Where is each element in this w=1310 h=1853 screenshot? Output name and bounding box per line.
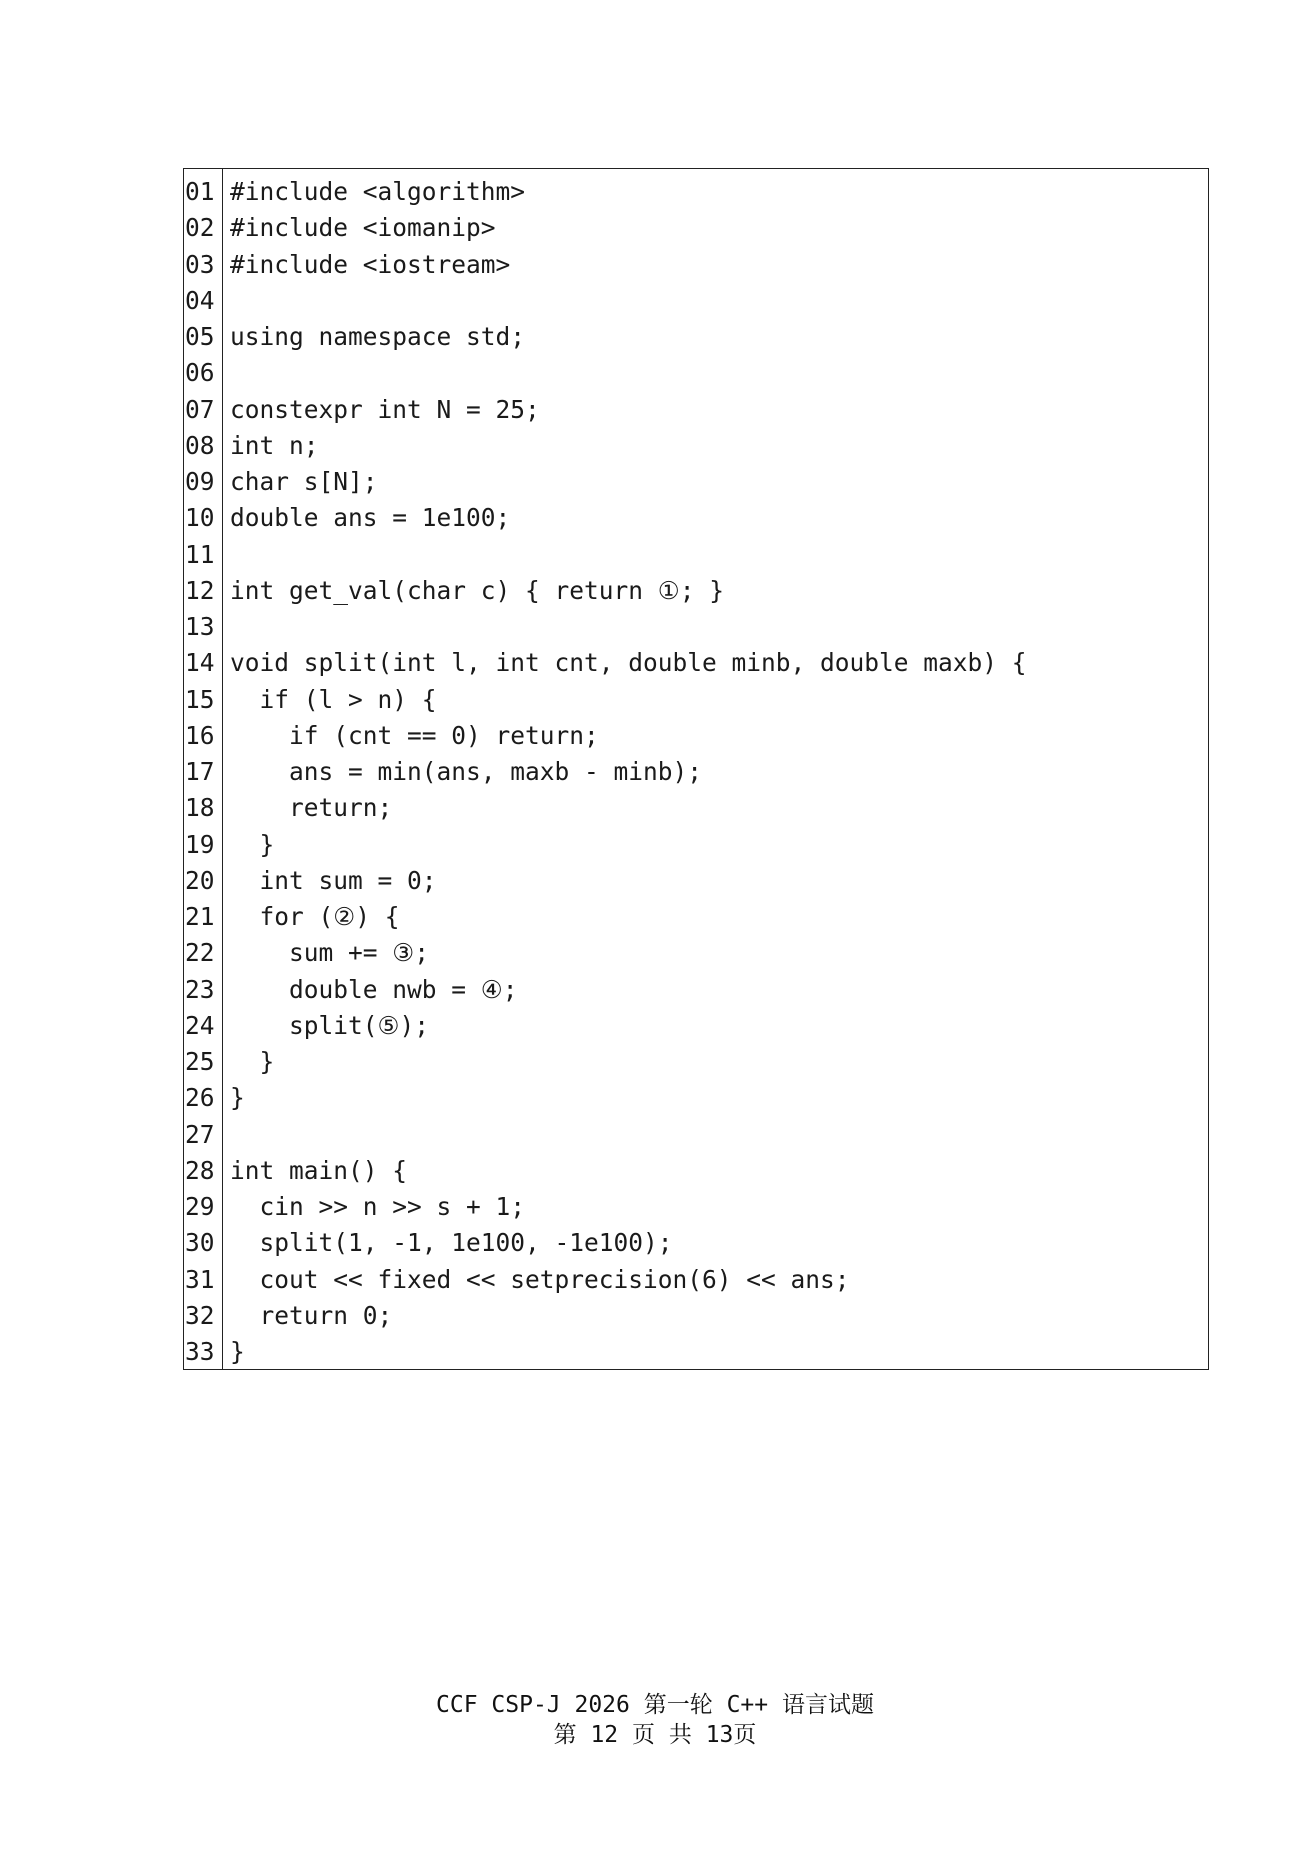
code-text: int sum = 0; bbox=[230, 865, 437, 895]
code-text: } bbox=[230, 1083, 245, 1113]
code-line bbox=[184, 645, 1208, 681]
code-text: split(⑤); bbox=[230, 1010, 429, 1040]
code-text: return 0; bbox=[230, 1300, 393, 1330]
code-text: return; bbox=[230, 793, 393, 823]
code-line bbox=[184, 283, 1208, 319]
code-text: double nwb = ④; bbox=[230, 974, 518, 1004]
line-number: 05 bbox=[185, 322, 215, 351]
line-number: 24 bbox=[185, 1010, 215, 1040]
code-line bbox=[184, 935, 1208, 971]
line-number: 14 bbox=[185, 648, 215, 678]
line-number: 29 bbox=[185, 1192, 215, 1221]
code-text: int main() { bbox=[230, 1155, 408, 1185]
code-line bbox=[184, 355, 1208, 391]
line-number: 11 bbox=[185, 539, 215, 569]
code-text: } bbox=[230, 1337, 245, 1366]
code-text: using namespace std; bbox=[230, 322, 526, 351]
code-text: if (cnt == 0) return; bbox=[230, 720, 599, 750]
line-number: 26 bbox=[185, 1083, 215, 1113]
code-listing bbox=[183, 168, 1209, 1370]
code-line bbox=[184, 210, 1208, 246]
line-number: 08 bbox=[185, 430, 215, 460]
code-text: void split(int l, int cnt, double minb, double maxb) { bbox=[230, 648, 1027, 678]
code-text: #include <iomanip> bbox=[230, 213, 496, 243]
line-number: 04 bbox=[185, 285, 215, 315]
code-line bbox=[184, 247, 1208, 283]
code-line bbox=[184, 1153, 1208, 1189]
line-number: 30 bbox=[185, 1228, 215, 1258]
code-line bbox=[184, 754, 1208, 790]
code-line bbox=[184, 1334, 1208, 1370]
line-number: 12 bbox=[185, 575, 215, 605]
code-text: for (②) { bbox=[230, 902, 400, 931]
code-text: int n; bbox=[230, 430, 319, 460]
code-line bbox=[184, 174, 1208, 210]
code-text: constexpr int N = 25; bbox=[230, 394, 540, 424]
line-number: 10 bbox=[185, 503, 215, 533]
code-text: ans = min(ans, maxb - minb); bbox=[230, 757, 703, 786]
line-number: 31 bbox=[185, 1264, 215, 1294]
code-line bbox=[184, 1044, 1208, 1080]
line-number: 18 bbox=[185, 793, 215, 823]
line-number: 02 bbox=[185, 213, 215, 243]
line-number: 32 bbox=[185, 1300, 215, 1330]
code-line bbox=[184, 827, 1208, 863]
code-text: cin >> n >> s + 1; bbox=[230, 1192, 526, 1221]
code-text: #include <algorithm> bbox=[230, 177, 526, 206]
code-text: } bbox=[230, 1047, 275, 1076]
code-text: int get_val(char c) { return ①; } bbox=[230, 575, 724, 605]
line-number: 01 bbox=[185, 177, 215, 206]
code-lines bbox=[184, 174, 1208, 1370]
code-line bbox=[184, 863, 1208, 899]
code-text: } bbox=[230, 829, 275, 859]
code-line bbox=[184, 1080, 1208, 1116]
code-line bbox=[184, 1225, 1208, 1261]
code-line bbox=[184, 718, 1208, 754]
code-line bbox=[184, 682, 1208, 718]
code-line bbox=[184, 500, 1208, 536]
line-number: 13 bbox=[185, 612, 215, 641]
code-line bbox=[184, 464, 1208, 500]
code-line bbox=[184, 899, 1208, 935]
line-number: 16 bbox=[185, 720, 215, 750]
code-text: #include <iostream> bbox=[230, 249, 511, 279]
code-line bbox=[184, 573, 1208, 609]
line-number: 17 bbox=[185, 757, 215, 786]
code-text: split(1, -1, 1e100, -1e100); bbox=[230, 1228, 673, 1258]
code-line bbox=[184, 428, 1208, 464]
code-text: if (l > n) { bbox=[230, 684, 437, 714]
page-number: 第 12 页 共 13页 bbox=[553, 1722, 757, 1748]
code-text: double ans = 1e100; bbox=[230, 503, 511, 533]
code-line bbox=[184, 1298, 1208, 1334]
line-number: 07 bbox=[185, 394, 215, 424]
code-text: char s[N]; bbox=[230, 467, 378, 496]
code-line bbox=[184, 609, 1208, 645]
line-number: 06 bbox=[185, 358, 215, 388]
line-number: 15 bbox=[185, 684, 215, 714]
line-number: 25 bbox=[185, 1047, 215, 1076]
code-line bbox=[184, 392, 1208, 428]
code-line bbox=[184, 790, 1208, 826]
line-number: 21 bbox=[185, 902, 215, 931]
line-number: 22 bbox=[185, 938, 215, 968]
code-line bbox=[184, 1262, 1208, 1298]
line-number: 09 bbox=[185, 467, 215, 496]
line-number: 19 bbox=[185, 829, 215, 859]
code-line bbox=[184, 319, 1208, 355]
code-text: sum += ③; bbox=[230, 938, 429, 968]
line-number: 28 bbox=[185, 1155, 215, 1185]
line-number: 03 bbox=[185, 249, 215, 279]
code-line bbox=[184, 1117, 1208, 1153]
line-number: 27 bbox=[185, 1119, 215, 1149]
code-line bbox=[184, 1189, 1208, 1225]
code-line bbox=[184, 537, 1208, 573]
code-text: cout << fixed << setprecision(6) << ans; bbox=[230, 1264, 850, 1294]
line-number: 23 bbox=[185, 974, 215, 1004]
code-line bbox=[184, 1008, 1208, 1044]
line-number: 20 bbox=[185, 865, 215, 895]
line-number: 33 bbox=[185, 1337, 215, 1366]
code-line bbox=[184, 972, 1208, 1008]
exam-title: CCF CSP-J 2026 第一轮 C++ 语言试题 bbox=[436, 1692, 874, 1718]
